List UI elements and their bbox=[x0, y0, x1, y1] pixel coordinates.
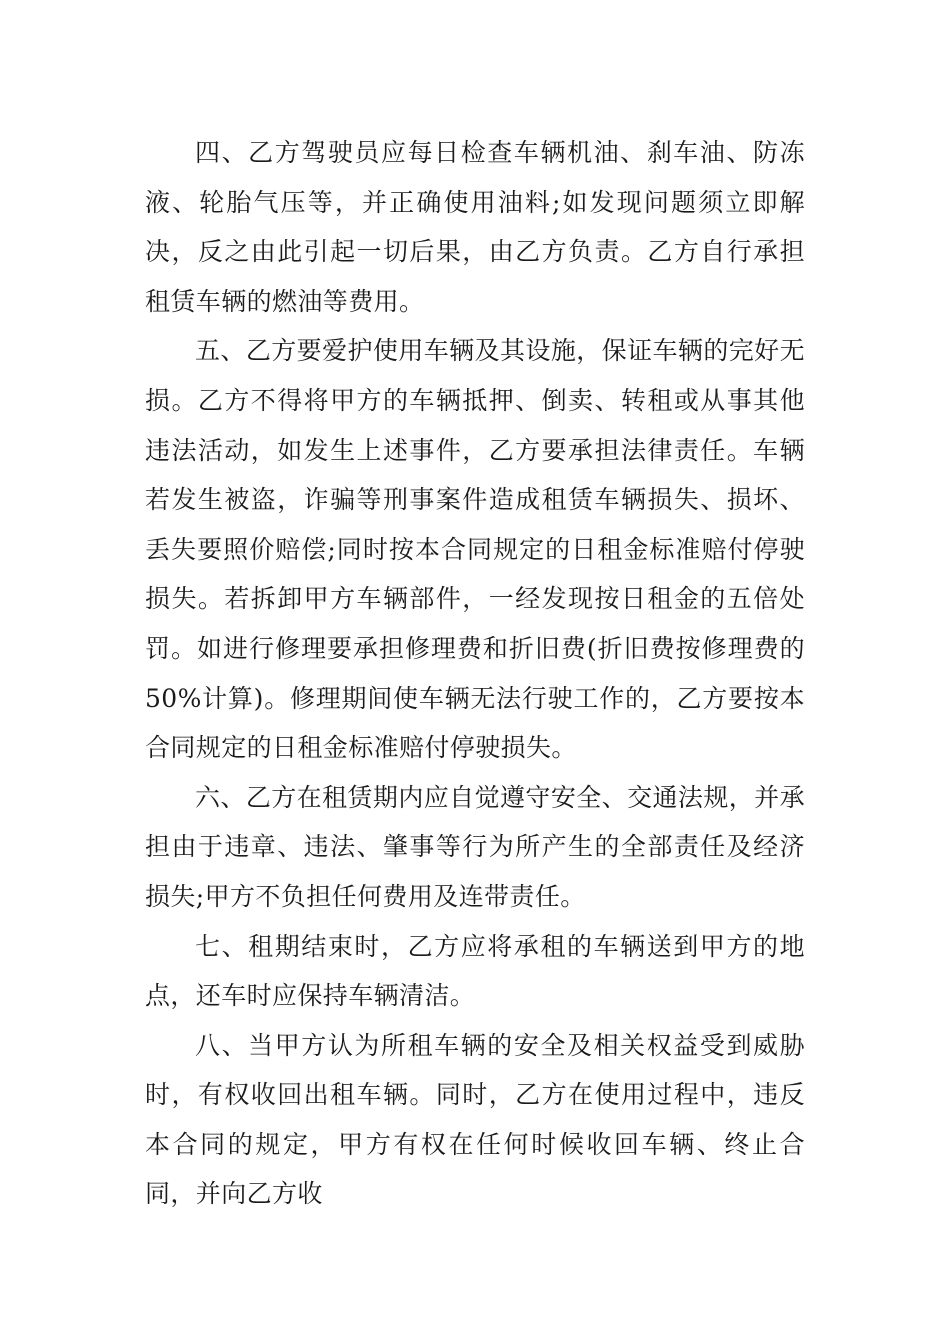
clause-7-paragraph: 七、租期结束时，乙方应将承租的车辆送到甲方的地点，还车时应保持车辆清洁。 bbox=[145, 931, 805, 1011]
clause-4-paragraph: 四、乙方驾驶员应每日检查车辆机油、刹车油、防冻液、轮胎气压等，并正确使用油料;如发现问题须立即解决，反之由此引起一切后果，由乙方负责。乙方自行承担租赁车辆的燃油等费用。 bbox=[145, 138, 805, 316]
clause-6-paragraph: 六、乙方在租赁期内应自觉遵守安全、交通法规，并承担由于违章、违法、肇事等行为所产生的全部责任及经济损失;甲方不负担任何费用及连带责任。 bbox=[145, 782, 805, 911]
document-body bbox=[145, 128, 805, 1219]
clause-8-paragraph: 八、当甲方认为所租车辆的安全及相关权益受到威胁时，有权收回出租车辆。同时，乙方在使用过程中，违反本合同的规定，甲方有权在任何时候收回车辆、终止合同，并向乙方收 bbox=[145, 1030, 805, 1209]
clause-5-paragraph: 五、乙方要爱护使用车辆及其设施，保证车辆的完好无损。乙方不得将甲方的车辆抵押、倒卖、转租或从事其他违法活动，如发生上述事件，乙方要承担法律责任。车辆若发生被盗，诈骗等刑事案件造成租赁车辆损失、损坏、丢失要照价赔偿;同时按本合同规定的日租金标准赔付停驶损失。若拆卸甲方车辆部件，一经发现按日租金的五倍处罚。如进行修理要承担修理费和折旧费(折旧费按修理费的50%计算)。修理期间使车辆无法行驶工作的，乙方要按本合同规定的日租金标准赔付停驶损失。 bbox=[145, 336, 805, 763]
